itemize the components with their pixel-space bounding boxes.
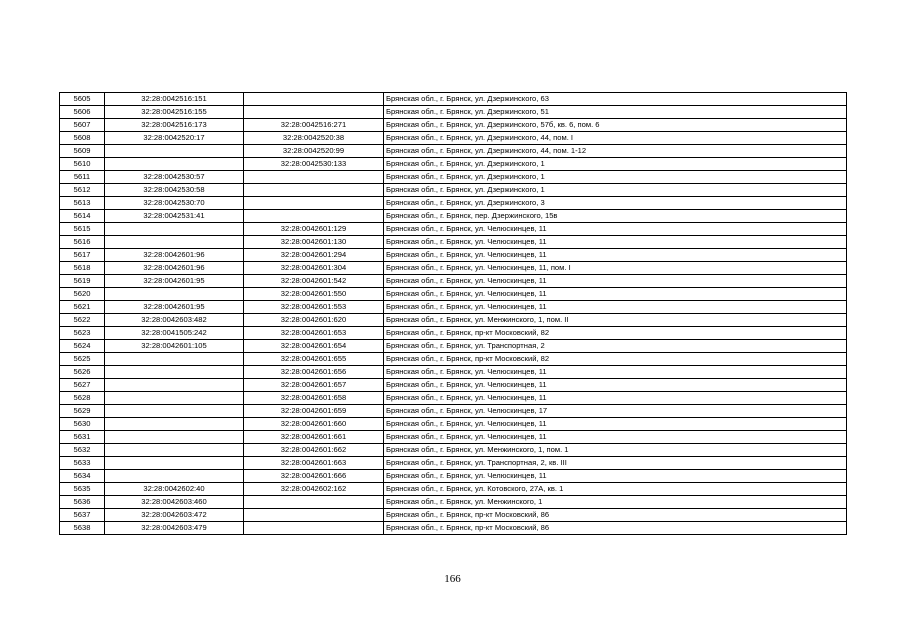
address-cell: Брянская обл., г. Брянск, ул. Дзержинского, 3 — [384, 197, 847, 210]
cadastral-number-cell — [105, 379, 244, 392]
address-cell: Брянская обл., г. Брянск, ул. Челюскинцев, 11 — [384, 288, 847, 301]
address-cell: Брянская обл., г. Брянск, ул. Дзержинского, 1 — [384, 184, 847, 197]
row-number-cell: 5617 — [60, 249, 105, 262]
table-row — [60, 275, 847, 288]
cadastral-number-cell: 32:28:0042530:57 — [105, 171, 244, 184]
address-cell: Брянская обл., г. Брянск, ул. Челюскинцев, 11 — [384, 418, 847, 431]
table-row — [60, 184, 847, 197]
address-cell: Брянская обл., г. Брянск, пр-кт Московский, 86 — [384, 522, 847, 535]
address-cell: Брянская обл., г. Брянск, ул. Менжинского, 1, пом. II — [384, 314, 847, 327]
row-number-cell: 5634 — [60, 470, 105, 483]
records-table — [59, 92, 847, 535]
row-number-cell: 5637 — [60, 509, 105, 522]
row-number-cell: 5619 — [60, 275, 105, 288]
cadastral-number-cell — [105, 405, 244, 418]
address-cell: Брянская обл., г. Брянск, ул. Транспортная, 2, кв. III — [384, 457, 847, 470]
table-row — [60, 249, 847, 262]
address-cell: Брянская обл., г. Брянск, ул. Челюскинцев, 17 — [384, 405, 847, 418]
table-row — [60, 496, 847, 509]
cadastral-number-cell: 32:28:0042520:17 — [105, 132, 244, 145]
cadastral-number-cell: 32:28:0042530:58 — [105, 184, 244, 197]
row-number-cell: 5624 — [60, 340, 105, 353]
row-number-cell: 5612 — [60, 184, 105, 197]
cadastral-number-cell — [105, 223, 244, 236]
row-number-cell: 5620 — [60, 288, 105, 301]
cadastral-number-cell — [105, 431, 244, 444]
row-number-cell: 5631 — [60, 431, 105, 444]
related-cadastral-number-cell — [244, 197, 384, 210]
cadastral-number-cell: 32:28:0042601:105 — [105, 340, 244, 353]
cadastral-number-cell: 32:28:0042516:151 — [105, 93, 244, 106]
row-number-cell: 5611 — [60, 171, 105, 184]
address-cell: Брянская обл., г. Брянск, ул. Котовского, 27А, кв. 1 — [384, 483, 847, 496]
cadastral-number-cell: 32:28:0042602:40 — [105, 483, 244, 496]
table-row — [60, 314, 847, 327]
related-cadastral-number-cell: 32:28:0042601:661 — [244, 431, 384, 444]
related-cadastral-number-cell: 32:28:0042601:129 — [244, 223, 384, 236]
cadastral-number-cell: 32:28:0042603:472 — [105, 509, 244, 522]
table-row — [60, 119, 847, 132]
address-cell: Брянская обл., г. Брянск, ул. Челюскинцев, 11, пом. I — [384, 262, 847, 275]
related-cadastral-number-cell — [244, 496, 384, 509]
address-cell: Брянская обл., г. Брянск, ул. Челюскинцев, 11 — [384, 223, 847, 236]
related-cadastral-number-cell: 32:28:0042530:133 — [244, 158, 384, 171]
row-number-cell: 5621 — [60, 301, 105, 314]
row-number-cell: 5613 — [60, 197, 105, 210]
cadastral-number-cell: 32:28:0042530:70 — [105, 197, 244, 210]
row-number-cell: 5615 — [60, 223, 105, 236]
row-number-cell: 5610 — [60, 158, 105, 171]
table-row — [60, 483, 847, 496]
row-number-cell: 5614 — [60, 210, 105, 223]
related-cadastral-number-cell: 32:28:0042601:620 — [244, 314, 384, 327]
address-cell: Брянская обл., г. Брянск, ул. Менжинского, 1 — [384, 496, 847, 509]
table-row — [60, 340, 847, 353]
related-cadastral-number-cell: 32:28:0042601:130 — [244, 236, 384, 249]
row-number-cell: 5626 — [60, 366, 105, 379]
address-cell: Брянская обл., г. Брянск, ул. Челюскинцев, 11 — [384, 249, 847, 262]
address-cell: Брянская обл., г. Брянск, ул. Челюскинцев, 11 — [384, 470, 847, 483]
cadastral-number-cell — [105, 444, 244, 457]
table-row — [60, 522, 847, 535]
table-row — [60, 106, 847, 119]
table-row — [60, 132, 847, 145]
related-cadastral-number-cell: 32:28:0042601:657 — [244, 379, 384, 392]
row-number-cell: 5628 — [60, 392, 105, 405]
related-cadastral-number-cell — [244, 509, 384, 522]
related-cadastral-number-cell — [244, 184, 384, 197]
address-cell: Брянская обл., г. Брянск, пр-кт Московский, 82 — [384, 353, 847, 366]
address-cell: Брянская обл., г. Брянск, ул. Челюскинцев, 11 — [384, 301, 847, 314]
address-cell: Брянская обл., г. Брянск, пер. Дзержинского, 15в — [384, 210, 847, 223]
row-number-cell: 5622 — [60, 314, 105, 327]
address-cell: Брянская обл., г. Брянск, ул. Менжинского, 1, пом. 1 — [384, 444, 847, 457]
row-number-cell: 5636 — [60, 496, 105, 509]
table-row — [60, 93, 847, 106]
related-cadastral-number-cell — [244, 171, 384, 184]
related-cadastral-number-cell — [244, 522, 384, 535]
table-row — [60, 197, 847, 210]
related-cadastral-number-cell: 32:28:0042520:38 — [244, 132, 384, 145]
table-row — [60, 366, 847, 379]
address-cell: Брянская обл., г. Брянск, ул. Челюскинцев, 11 — [384, 392, 847, 405]
table-row — [60, 379, 847, 392]
related-cadastral-number-cell: 32:28:0042516:271 — [244, 119, 384, 132]
related-cadastral-number-cell: 32:28:0042601:653 — [244, 327, 384, 340]
cadastral-number-cell — [105, 236, 244, 249]
address-cell: Брянская обл., г. Брянск, ул. Челюскинцев, 11 — [384, 366, 847, 379]
row-number-cell: 5608 — [60, 132, 105, 145]
related-cadastral-number-cell: 32:28:0042601:294 — [244, 249, 384, 262]
address-cell: Брянская обл., г. Брянск, ул. Дзержинского, 1 — [384, 171, 847, 184]
address-cell: Брянская обл., г. Брянск, ул. Дзержинского, 57б, кв. 6, пом. 6 — [384, 119, 847, 132]
related-cadastral-number-cell: 32:28:0042601:655 — [244, 353, 384, 366]
related-cadastral-number-cell: 32:28:0042601:662 — [244, 444, 384, 457]
table-row — [60, 158, 847, 171]
cadastral-number-cell: 32:28:0042531:41 — [105, 210, 244, 223]
address-cell: Брянская обл., г. Брянск, ул. Дзержинского, 44, пом. I — [384, 132, 847, 145]
row-number-cell: 5629 — [60, 405, 105, 418]
cadastral-number-cell: 32:28:0042601:96 — [105, 249, 244, 262]
address-cell: Брянская обл., г. Брянск, ул. Дзержинского, 51 — [384, 106, 847, 119]
row-number-cell: 5633 — [60, 457, 105, 470]
related-cadastral-number-cell: 32:28:0042601:654 — [244, 340, 384, 353]
table-row — [60, 288, 847, 301]
cadastral-number-cell: 32:28:0042601:95 — [105, 275, 244, 288]
row-number-cell: 5630 — [60, 418, 105, 431]
address-cell: Брянская обл., г. Брянск, ул. Дзержинского, 44, пом. 1-12 — [384, 145, 847, 158]
table-row — [60, 353, 847, 366]
cadastral-number-cell — [105, 288, 244, 301]
row-number-cell: 5618 — [60, 262, 105, 275]
row-number-cell: 5627 — [60, 379, 105, 392]
table-row — [60, 145, 847, 158]
related-cadastral-number-cell: 32:28:0042601:550 — [244, 288, 384, 301]
table-row — [60, 392, 847, 405]
cadastral-number-cell: 32:28:0042601:95 — [105, 301, 244, 314]
cadastral-number-cell — [105, 392, 244, 405]
cadastral-number-cell: 32:28:0042516:173 — [105, 119, 244, 132]
cadastral-number-cell — [105, 158, 244, 171]
related-cadastral-number-cell — [244, 210, 384, 223]
row-number-cell: 5638 — [60, 522, 105, 535]
related-cadastral-number-cell: 32:28:0042601:666 — [244, 470, 384, 483]
row-number-cell: 5635 — [60, 483, 105, 496]
table-row — [60, 431, 847, 444]
address-cell: Брянская обл., г. Брянск, ул. Транспортная, 2 — [384, 340, 847, 353]
table-row — [60, 405, 847, 418]
address-cell: Брянская обл., г. Брянск, пр-кт Московский, 86 — [384, 509, 847, 522]
table-row — [60, 223, 847, 236]
cadastral-number-cell: 32:28:0042516:155 — [105, 106, 244, 119]
cadastral-number-cell — [105, 145, 244, 158]
table-row — [60, 236, 847, 249]
related-cadastral-number-cell: 32:28:0042601:660 — [244, 418, 384, 431]
cadastral-number-cell — [105, 457, 244, 470]
page-number: 166 — [444, 573, 461, 585]
cadastral-number-cell — [105, 418, 244, 431]
row-number-cell: 5623 — [60, 327, 105, 340]
cadastral-number-cell: 32:28:0041505:242 — [105, 327, 244, 340]
related-cadastral-number-cell — [244, 93, 384, 106]
related-cadastral-number-cell: 32:28:0042601:553 — [244, 301, 384, 314]
address-cell: Брянская обл., г. Брянск, ул. Челюскинцев, 11 — [384, 379, 847, 392]
cadastral-number-cell — [105, 353, 244, 366]
address-cell: Брянская обл., г. Брянск, пр-кт Московский, 82 — [384, 327, 847, 340]
related-cadastral-number-cell: 32:28:0042601:658 — [244, 392, 384, 405]
cadastral-number-cell — [105, 470, 244, 483]
row-number-cell: 5625 — [60, 353, 105, 366]
table-row — [60, 327, 847, 340]
address-cell: Брянская обл., г. Брянск, ул. Дзержинского, 1 — [384, 158, 847, 171]
related-cadastral-number-cell: 32:28:0042602:162 — [244, 483, 384, 496]
table-row — [60, 418, 847, 431]
related-cadastral-number-cell: 32:28:0042520:99 — [244, 145, 384, 158]
related-cadastral-number-cell: 32:28:0042601:542 — [244, 275, 384, 288]
address-cell: Брянская обл., г. Брянск, ул. Челюскинцев, 11 — [384, 236, 847, 249]
table-row — [60, 210, 847, 223]
related-cadastral-number-cell — [244, 106, 384, 119]
table-row — [60, 444, 847, 457]
table-row — [60, 262, 847, 275]
address-cell: Брянская обл., г. Брянск, ул. Челюскинцев, 11 — [384, 275, 847, 288]
row-number-cell: 5609 — [60, 145, 105, 158]
row-number-cell: 5607 — [60, 119, 105, 132]
cadastral-number-cell: 32:28:0042603:482 — [105, 314, 244, 327]
cadastral-number-cell: 32:28:0042603:460 — [105, 496, 244, 509]
related-cadastral-number-cell: 32:28:0042601:304 — [244, 262, 384, 275]
related-cadastral-number-cell: 32:28:0042601:663 — [244, 457, 384, 470]
cadastral-number-cell: 32:28:0042601:96 — [105, 262, 244, 275]
table-row — [60, 470, 847, 483]
table-row — [60, 171, 847, 184]
table-row — [60, 457, 847, 470]
related-cadastral-number-cell: 32:28:0042601:656 — [244, 366, 384, 379]
row-number-cell: 5606 — [60, 106, 105, 119]
row-number-cell: 5616 — [60, 236, 105, 249]
records-body — [60, 93, 847, 535]
table-row — [60, 301, 847, 314]
cadastral-number-cell — [105, 366, 244, 379]
address-cell: Брянская обл., г. Брянск, ул. Челюскинцев, 11 — [384, 431, 847, 444]
row-number-cell: 5605 — [60, 93, 105, 106]
cadastral-number-cell: 32:28:0042603:479 — [105, 522, 244, 535]
row-number-cell: 5632 — [60, 444, 105, 457]
address-cell: Брянская обл., г. Брянск, ул. Дзержинского, 63 — [384, 93, 847, 106]
related-cadastral-number-cell: 32:28:0042601:659 — [244, 405, 384, 418]
table-row — [60, 509, 847, 522]
